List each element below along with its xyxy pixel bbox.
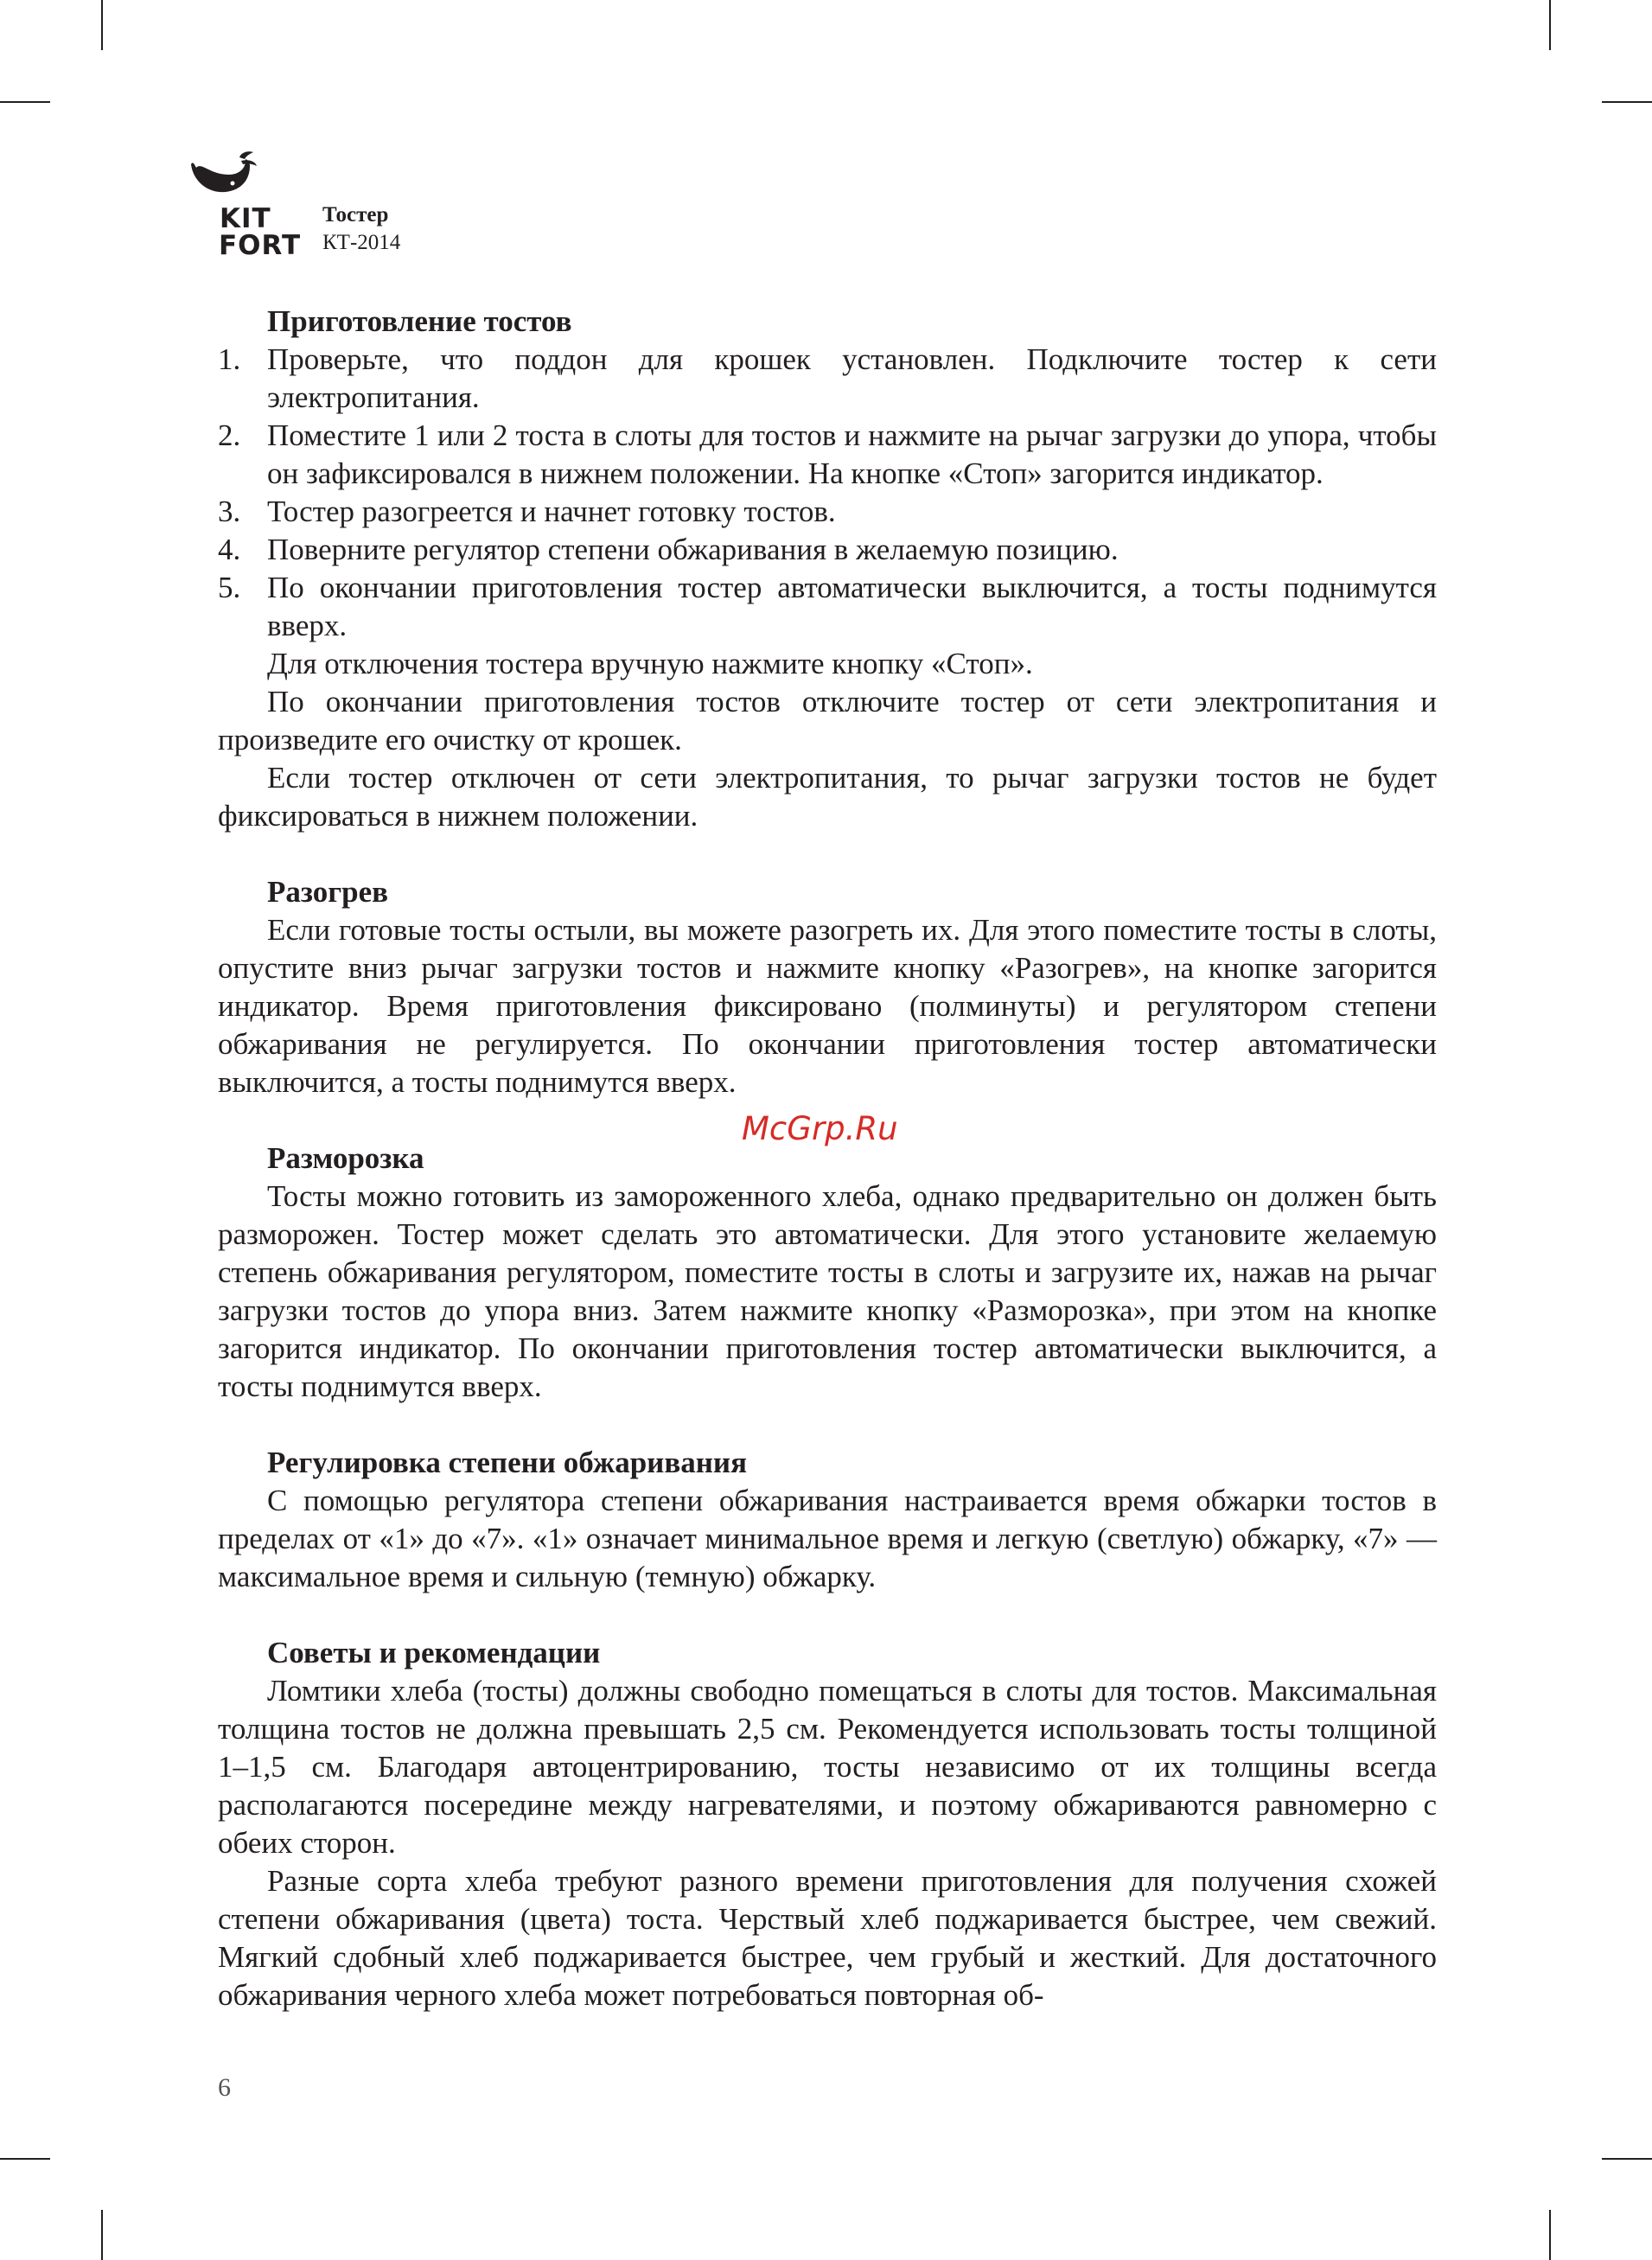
crop-mark-left-top [0, 101, 50, 103]
stop-note: Для отключения тостера вручную нажмите кнопку «Стоп». [267, 647, 1033, 680]
list-item [218, 531, 1437, 569]
browning-paragraph: С помощью регулятора степени обжаривания настраивается время обжарки тостов в пределах от «1» до «7». «1» означает минимальное время и легкую (светлую) обжарку, «7» — максимальное время и сильную (темную) обжарку. [218, 1484, 1437, 1593]
logo-text-fort: FORT [219, 230, 302, 261]
document-body [218, 303, 1437, 2014]
page-number: 6 [218, 2073, 231, 2102]
step-number: 3. [218, 495, 241, 528]
crop-mark-bottom-left [101, 2210, 103, 2260]
watermark: McGrp.Ru [742, 1110, 898, 1147]
step-number: 2. [218, 418, 241, 452]
list-item [218, 341, 1437, 417]
step-text: Поверните регулятор степени обжаривания в желаемую позицию. [267, 533, 1119, 566]
tips-paragraph-1: Ломтики хлеба (тосты) должны свободно помещаться в слоты для тостов. Максимальная толщина тостов не должна превышать 2,5 см. Рекомендуется использовать тосты толщиной 1–1,5 см. Благодаря автоцентрированию, тосты независимо от их толщины всегда располагаются посередине между нагревателями, и поэтому обжариваются равномерно с обеих сторон. [218, 1674, 1437, 1860]
step-text: Поместите 1 или 2 тоста в слоты для тостов и нажмите на рычаг загрузки до упора, чтобы он зафиксировался в нижнем положении. На кнопке «Стоп» загорится индикатор. [267, 418, 1437, 490]
product-model: КТ-2014 [322, 231, 401, 254]
step-number: 1. [218, 342, 241, 376]
defrost-paragraph: Тосты можно готовить из замороженного хлеба, однако предварительно он должен быть разморожен. Тостер может сделать это автоматически. Для этого установите желаемую степень обжаривания регулятором, поместите тосты в слоты и загрузите их, нажав на рычаг загрузки тостов до упора вниз. Затем нажмите кнопку «Разморозка», при этом на кнопке загорится индикатор. По окончании приготовления тостер автоматически выключится, а тосты поднимутся вверх. [218, 1179, 1437, 1403]
step-text: По окончании приготовления тостер автоматически выключится, а тосты поднимутся вверх. [267, 571, 1437, 642]
list-item [218, 569, 1437, 645]
step-text: Тостер разогреется и начнет готовку тостов. [267, 495, 836, 528]
list-item [218, 417, 1437, 493]
toasting-steps [218, 341, 1437, 645]
toasting-paragraph-2: Если тостер отключен от сети электропитания, то рычаг загрузки тостов не будет фиксироваться в нижнем положении. [218, 761, 1437, 833]
tips-paragraph-2: Разные сорта хлеба требуют разного времени приготовления для получения схожей степени обжаривания (цвета) тоста. Черствый хлеб поджаривается быстрее, чем свежий. Мягкий сдобный хлеб поджаривается быстрее, чем грубый и жесткий. Для достаточного обжаривания черного хлеба может потребоваться повторная об- [218, 1864, 1437, 2012]
heading-tips: Советы и рекомендации [267, 1636, 601, 1669]
heading-toasting: Приготовление тостов [267, 304, 572, 338]
kitfort-logo [188, 149, 300, 261]
crop-mark-top-left [101, 0, 103, 50]
heading-reheat: Разогрев [267, 875, 389, 909]
whale-icon [188, 149, 257, 202]
crop-mark-right-top [1602, 101, 1652, 103]
step-text: Проверьте, что поддон для крошек установлен. Подключите тостер к сети электропитания. [267, 342, 1437, 414]
product-title: Тостер [322, 203, 389, 227]
heading-defrost: Разморозка [267, 1141, 424, 1175]
heading-browning: Регулировка степени обжаривания [267, 1446, 748, 1479]
crop-mark-left-bottom [0, 2158, 50, 2160]
reheat-paragraph: Если готовые тосты остыли, вы можете разогреть их. Для этого поместите тосты в слоты, опустите вниз рычаг загрузки тостов и нажмите кнопку «Разогрев», на кнопке загорится индикатор. Время приготовления фиксировано (полминуты) и регулятором степени обжаривания не регулируется. По окончании приготовления тостер автоматически выключится, а тосты поднимутся вверх. [218, 913, 1437, 1099]
crop-mark-bottom-right [1549, 2210, 1551, 2260]
step-number: 4. [218, 533, 241, 566]
crop-mark-top-right [1549, 0, 1551, 50]
toasting-paragraph-1: По окончании приготовления тостов отключите тостер от сети электропитания и произведите его очистку от крошек. [218, 685, 1437, 757]
crop-mark-right-bottom [1602, 2158, 1652, 2160]
logo-text-kit: KIT [220, 203, 271, 234]
list-item [218, 493, 1437, 531]
step-number: 5. [218, 571, 241, 604]
